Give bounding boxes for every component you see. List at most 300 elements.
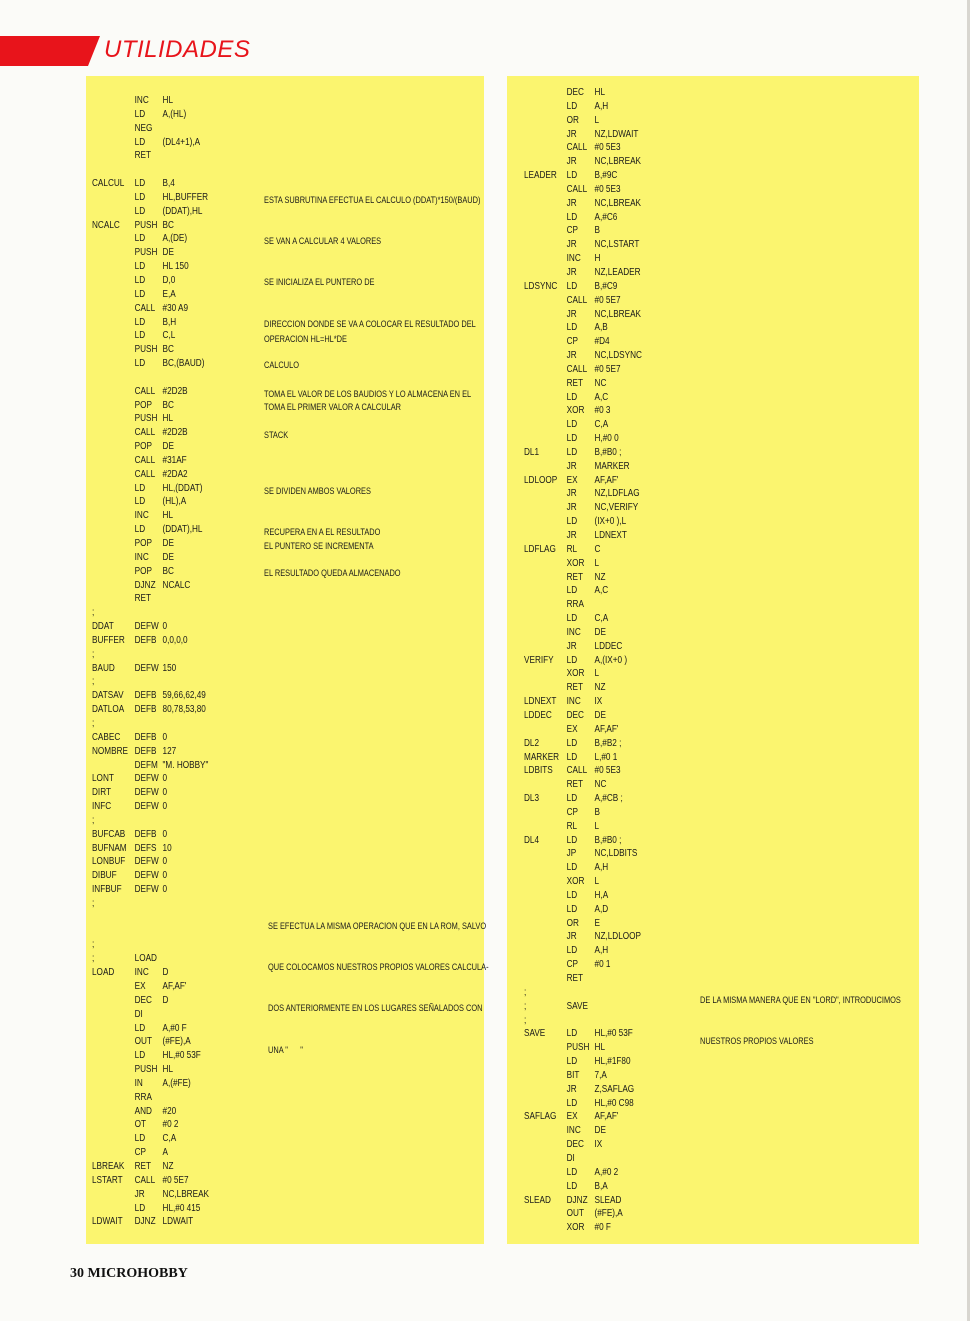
- code-operand: DE: [594, 626, 606, 638]
- code-opcode: DEFW: [134, 801, 159, 813]
- code-operand: E,A: [162, 288, 176, 300]
- code-operand: HL: [594, 1042, 606, 1054]
- code-label: ;: [524, 986, 527, 998]
- code-operand: #0 3: [594, 405, 611, 417]
- code-line: [92, 634, 209, 648]
- code-line: [524, 1069, 642, 1083]
- code-opcode: EX: [566, 474, 578, 486]
- code-line: [92, 371, 209, 385]
- code-operand: C,A: [162, 1133, 177, 1145]
- comment-line: TOMA EL VALOR DE LOS BAUDIOS Y LO ALMACENA EN EL: [264, 388, 472, 400]
- code-line: [524, 986, 642, 1000]
- code-line: [524, 1221, 642, 1235]
- code-line: [92, 302, 209, 316]
- code-line: [524, 709, 642, 723]
- code-opcode: LD: [566, 737, 578, 749]
- code-line: [524, 571, 642, 585]
- code-line: [92, 468, 209, 482]
- code-label: DL3: [524, 793, 540, 805]
- code-opcode: JR: [566, 308, 577, 320]
- code-line: [92, 1063, 209, 1077]
- code-opcode: POP: [134, 538, 152, 549]
- code-opcode: XOR: [566, 405, 585, 417]
- comment-line: QUE COLOCAMOS NUESTROS PROPIOS VALORES CALCULA-: [268, 961, 489, 973]
- code-operand: A,#0 2: [594, 1166, 619, 1178]
- code-opcode: JR: [566, 530, 577, 541]
- code-line: [92, 149, 209, 163]
- code-label: SAVE: [524, 1028, 546, 1040]
- code-opcode: CALL: [134, 1174, 156, 1186]
- code-opcode: LD: [566, 211, 578, 223]
- code-opcode: LD: [134, 1050, 146, 1062]
- code-label: ;: [92, 814, 95, 826]
- code-line: [92, 343, 209, 357]
- code-operand: HL: [162, 413, 174, 425]
- code-line: [92, 675, 209, 689]
- code-line: [92, 537, 209, 551]
- code-opcode: LD: [134, 108, 146, 120]
- code-opcode: POP: [134, 565, 152, 577]
- code-line: [524, 958, 642, 972]
- code-operand: HL: [162, 510, 174, 522]
- code-line: [92, 1035, 209, 1049]
- code-line: [92, 565, 209, 579]
- code-opcode: INC: [134, 967, 149, 979]
- code-label: INFBUF: [92, 884, 122, 896]
- code-opcode: PUSH: [134, 344, 158, 356]
- code-line: [92, 288, 209, 302]
- code-opcode: LD: [134, 524, 146, 536]
- code-opcode: CP: [566, 336, 579, 348]
- code-line: [92, 122, 209, 136]
- code-line: [92, 274, 209, 288]
- code-line: [524, 1110, 642, 1124]
- code-operand: A: [162, 1147, 168, 1159]
- code-opcode: LD: [566, 613, 578, 625]
- code-operand: HL,#0 53F: [162, 1050, 201, 1062]
- code-opcode: INC: [566, 626, 581, 638]
- code-line: [92, 1077, 209, 1091]
- code-operand: (DDAT),HL: [162, 524, 203, 536]
- code-line: [524, 667, 642, 681]
- code-opcode: CALL: [566, 183, 588, 195]
- comment-rom: [268, 892, 489, 1071]
- code-operand: 0: [162, 773, 168, 785]
- code-opcode: JR: [566, 640, 577, 652]
- code-operand: E: [594, 917, 600, 929]
- code-opcode: RET: [566, 973, 584, 984]
- comment-line: SE EFECTUA LA MISMA OPERACION QUE EN LA ROM, SALVO: [268, 920, 487, 932]
- code-operand: AF,AF': [594, 723, 619, 735]
- code-opcode: RRA: [134, 1091, 152, 1103]
- code-operand: B,#B0 ;: [594, 834, 622, 846]
- code-operand: L: [594, 557, 600, 569]
- code-operand: BC: [162, 344, 174, 356]
- comment-line: CALCULO: [264, 360, 300, 372]
- code-operand: IX: [594, 696, 603, 708]
- code-line: [524, 557, 642, 571]
- comment-lord: [700, 966, 901, 1063]
- code-line: [524, 1194, 642, 1208]
- code-opcode: LD: [134, 233, 146, 245]
- code-opcode: JR: [566, 488, 577, 500]
- code-label: DL4: [524, 834, 540, 846]
- code-line: [92, 385, 209, 399]
- code-line: [92, 399, 209, 413]
- code-line: [92, 1202, 209, 1216]
- code-label: LDSYNC: [524, 280, 558, 292]
- code-opcode: XOR: [566, 876, 585, 888]
- code-line: [92, 94, 209, 108]
- code-opcode: LD: [134, 205, 146, 217]
- code-opcode: DEFM: [134, 759, 158, 771]
- code-opcode: RL: [566, 543, 578, 555]
- code-opcode: RL: [566, 820, 578, 832]
- code-opcode: CP: [566, 806, 579, 818]
- code-operand: A,(DE): [162, 233, 188, 245]
- code-operand: NZ,LDWAIT: [594, 128, 639, 140]
- code-opcode: DEFB: [134, 690, 157, 702]
- code-operand: "M. HOBBY": [162, 759, 209, 771]
- code-label: ;: [92, 676, 95, 688]
- code-operand: MARKER: [594, 460, 630, 472]
- code-opcode: LD: [566, 834, 578, 846]
- code-opcode: LD: [566, 322, 578, 334]
- code-line: [524, 820, 642, 834]
- code-operand: A,(IX+0 ): [594, 654, 628, 666]
- code-line: [92, 177, 209, 191]
- code-operand: (IX+0 ),L: [594, 516, 627, 528]
- code-line: [524, 778, 642, 792]
- code-operand: NZ: [594, 682, 606, 694]
- code-line: [524, 1138, 642, 1152]
- code-line: [524, 252, 642, 266]
- code-opcode: LD: [566, 654, 578, 666]
- section-header-bar: [0, 36, 100, 66]
- code-operand: L: [594, 668, 600, 680]
- code-operand: #0 1: [594, 959, 611, 971]
- code-operand: 0,0,0,0: [162, 634, 188, 646]
- code-operand: D: [162, 994, 169, 1006]
- code-opcode: RRA: [566, 599, 584, 611]
- code-label: LDNEXT: [524, 696, 557, 708]
- code-operand: DE: [594, 709, 606, 721]
- code-opcode: DJNZ: [134, 579, 156, 591]
- comment-line: STACK: [264, 429, 289, 441]
- code-operand: AF,AF': [162, 981, 187, 992]
- code-opcode: JR: [566, 197, 577, 209]
- code-label: INFC: [92, 801, 112, 813]
- code-opcode: CP: [566, 959, 579, 971]
- code-line: [524, 861, 642, 875]
- code-opcode: DEC: [566, 87, 584, 98]
- code-operand: A,C: [594, 391, 609, 403]
- code-opcode: OR: [566, 114, 579, 126]
- code-opcode: IN: [134, 1077, 143, 1089]
- code-opcode: DEC: [566, 1139, 584, 1151]
- comment-line: EL PUNTERO SE INCREMENTA: [264, 540, 374, 552]
- code-opcode: RET: [566, 377, 584, 389]
- code-operand: NC,LDSYNC: [594, 350, 642, 362]
- code-operand: B,#B0 ;: [594, 446, 622, 458]
- code-operand: NCALC: [162, 579, 191, 591]
- code-opcode: DEFB: [134, 704, 157, 716]
- code-opcode: DJNZ: [134, 1216, 156, 1228]
- comment-line: UNA " ": [268, 1044, 303, 1056]
- code-operand: 0: [162, 828, 168, 840]
- code-line: [92, 136, 209, 150]
- code-line: [524, 446, 642, 460]
- code-opcode: AND: [134, 1105, 152, 1117]
- code-label: LEADER: [524, 170, 557, 182]
- code-opcode: XOR: [566, 557, 585, 569]
- code-line: [92, 316, 209, 330]
- code-line: [92, 1008, 209, 1022]
- code-operand: L: [594, 114, 600, 126]
- section-title: UTILIDADES: [104, 36, 251, 63]
- code-line: [92, 855, 209, 869]
- code-opcode: CP: [134, 1147, 147, 1159]
- code-opcode: LD: [134, 274, 146, 286]
- code-opcode: RET: [134, 150, 152, 162]
- code-line: [92, 454, 209, 468]
- code-label: ;: [92, 939, 95, 951]
- code-line: [524, 1041, 642, 1055]
- code-opcode: LD: [134, 330, 146, 342]
- code-opcode: INC: [566, 696, 581, 708]
- code-line: [92, 994, 209, 1008]
- code-label: ;: [92, 648, 95, 660]
- code-line: [92, 703, 209, 717]
- code-opcode: DEFW: [134, 621, 159, 633]
- code-operand: B,H: [162, 316, 177, 328]
- code-operand: A,H: [594, 945, 609, 957]
- code-opcode: CP: [566, 225, 579, 237]
- code-line: [524, 238, 642, 252]
- code-line: [524, 917, 642, 931]
- code-line: [524, 211, 642, 225]
- code-operand: A,#C6: [594, 211, 618, 223]
- code-label: CABEC: [92, 731, 121, 743]
- code-opcode: JR: [566, 502, 577, 514]
- code-line: [524, 1000, 642, 1014]
- code-opcode: LD: [566, 170, 578, 182]
- code-opcode: LD: [566, 903, 578, 915]
- code-line: [524, 515, 642, 529]
- code-opcode: CALL: [134, 454, 156, 466]
- code-line: [524, 349, 642, 363]
- code-line: [92, 745, 209, 759]
- code-operand: HL: [162, 1064, 174, 1076]
- code-opcode: CALL: [566, 765, 588, 777]
- code-operand: A,D: [594, 903, 609, 915]
- code-line: [524, 834, 642, 848]
- code-label: ;: [524, 1014, 527, 1026]
- comment-line: DIRECCION DONDE SE VA A COLOCAR EL RESULTADO DEL: [264, 318, 476, 330]
- code-line: [524, 266, 642, 280]
- code-label: ;: [92, 897, 95, 909]
- code-operand: #30 A9: [162, 302, 189, 314]
- code-operand: A,B: [594, 322, 608, 334]
- code-opcode: DI: [566, 1152, 575, 1164]
- code-opcode: EX: [134, 981, 146, 992]
- code-line: [524, 543, 642, 557]
- code-line: [524, 875, 642, 889]
- code-line: [524, 1083, 642, 1097]
- comment-baudios: [264, 360, 471, 457]
- comment-line: RECUPERA EN A EL RESULTADO: [264, 526, 381, 538]
- code-operand: NC,VERIFY: [594, 502, 639, 514]
- code-opcode: LD: [566, 1180, 578, 1192]
- code-opcode: INC: [134, 551, 149, 563]
- code-operand: 0: [162, 731, 168, 743]
- code-opcode: SAVE: [566, 1000, 588, 1012]
- code-operand: NZ,LEADER: [594, 266, 641, 278]
- code-line: [524, 792, 642, 806]
- code-operand: #0 5E3: [594, 142, 621, 154]
- code-operand: IX: [594, 1139, 603, 1151]
- code-opcode: LD: [566, 793, 578, 805]
- code-label: LDLOOP: [524, 474, 558, 486]
- code-label: LONT: [92, 773, 114, 785]
- code-opcode: DEFB: [134, 828, 157, 840]
- code-line: [92, 966, 209, 980]
- code-line: [92, 1118, 209, 1132]
- code-opcode: POP: [134, 441, 152, 453]
- code-operand: #2D2B: [162, 385, 188, 397]
- code-opcode: CALL: [134, 385, 156, 397]
- code-operand: B,#B2 ;: [594, 737, 622, 749]
- code-opcode: LOAD: [134, 953, 157, 965]
- code-label: DL2: [524, 737, 540, 749]
- code-line: [92, 260, 209, 274]
- code-line: [92, 246, 209, 260]
- code-label: LBREAK: [92, 1160, 125, 1172]
- code-operand: SLEAD: [594, 1194, 622, 1206]
- code-line: [92, 495, 209, 509]
- code-opcode: LD: [134, 178, 146, 190]
- code-opcode: LD: [566, 751, 578, 763]
- code-operand: #0 F: [594, 1222, 611, 1234]
- code-line: [92, 1132, 209, 1146]
- code-operand: 0: [162, 870, 168, 882]
- code-operand: BC,(BAUD): [162, 358, 205, 370]
- code-opcode: OT: [134, 1119, 147, 1131]
- code-opcode: LD: [566, 1028, 578, 1040]
- code-opcode: LD: [134, 1202, 146, 1214]
- comment-line: EL RESULTADO QUEDA ALMACENADO: [264, 568, 401, 580]
- code-line: [524, 640, 642, 654]
- code-opcode: DEFB: [134, 731, 157, 743]
- code-operand: NC: [594, 779, 607, 791]
- code-opcode: RET: [134, 593, 152, 605]
- code-line: [524, 930, 642, 944]
- code-label: ;: [92, 717, 95, 729]
- code-opcode: LD: [566, 100, 578, 112]
- code-operand: LDDEC: [594, 640, 623, 652]
- code-line: [92, 620, 209, 634]
- code-opcode: RET: [566, 571, 584, 583]
- code-operand: BC: [162, 565, 174, 577]
- code-opcode: JR: [566, 931, 577, 943]
- code-line: [524, 903, 642, 917]
- code-line: [92, 814, 209, 828]
- code-operand: HL 150: [162, 261, 189, 273]
- code-operand: 150: [162, 662, 177, 674]
- code-operand: A,(HL): [162, 108, 187, 120]
- code-line: [92, 1174, 209, 1188]
- code-opcode: DEFW: [134, 662, 159, 674]
- code-operand: (#FE),A: [162, 1036, 191, 1048]
- code-opcode: LD: [566, 945, 578, 957]
- code-opcode: PUSH: [134, 219, 158, 231]
- code-opcode: JR: [566, 266, 577, 278]
- code-opcode: JR: [566, 156, 577, 168]
- comment-line: TOMA EL PRIMER VALOR A CALCULAR: [264, 401, 401, 413]
- code-line: [524, 847, 642, 861]
- code-line: [524, 432, 642, 446]
- code-line: [524, 737, 642, 751]
- code-line: [524, 128, 642, 142]
- code-label: DATSAV: [92, 690, 124, 702]
- code-label: BUFNAM: [92, 842, 127, 854]
- code-operand: NC,LSTART: [594, 239, 640, 251]
- code-line: [524, 751, 642, 765]
- code-line: [524, 654, 642, 668]
- code-line: [92, 1188, 209, 1202]
- code-operand: A,C: [594, 585, 609, 597]
- code-label: BUFCAB: [92, 828, 126, 840]
- code-line: [524, 626, 642, 640]
- code-operand: 7,A: [594, 1069, 607, 1081]
- code-label: BUFFER: [92, 634, 125, 646]
- code-line: [92, 842, 209, 856]
- code-opcode: LD: [566, 862, 578, 874]
- code-opcode: JR: [566, 128, 577, 140]
- code-line: [524, 86, 642, 100]
- code-operand: B,A: [594, 1180, 608, 1192]
- code-operand: DE: [162, 551, 174, 563]
- code-line: [92, 897, 209, 911]
- code-line: [92, 1215, 209, 1229]
- code-opcode: DJNZ: [566, 1194, 588, 1206]
- code-opcode: OUT: [134, 1036, 152, 1048]
- code-line: [92, 205, 209, 219]
- code-opcode: DEFB: [134, 745, 157, 757]
- code-operand: #31AF: [162, 454, 187, 466]
- code-operand: #2DA2: [162, 468, 188, 480]
- code-label: NOMBRE: [92, 745, 129, 757]
- code-line: [524, 695, 642, 709]
- code-line: [92, 648, 209, 662]
- code-line: [92, 232, 209, 246]
- code-opcode: LD: [134, 358, 146, 370]
- code-opcode: LD: [566, 1056, 578, 1068]
- code-line: [524, 1166, 642, 1180]
- code-line: [524, 1027, 642, 1041]
- code-operand: C,A: [594, 419, 609, 431]
- code-operand: NC,LBREAK: [594, 197, 642, 209]
- code-operand: LDNEXT: [594, 530, 627, 541]
- code-line: [92, 800, 209, 814]
- code-line: [92, 579, 209, 593]
- code-opcode: CALL: [134, 427, 156, 439]
- code-operand: NZ: [162, 1160, 174, 1172]
- code-opcode: LD: [134, 191, 146, 203]
- code-operand: BC: [162, 219, 174, 231]
- code-operand: #0 2: [162, 1119, 179, 1131]
- code-opcode: DEFW: [134, 787, 159, 799]
